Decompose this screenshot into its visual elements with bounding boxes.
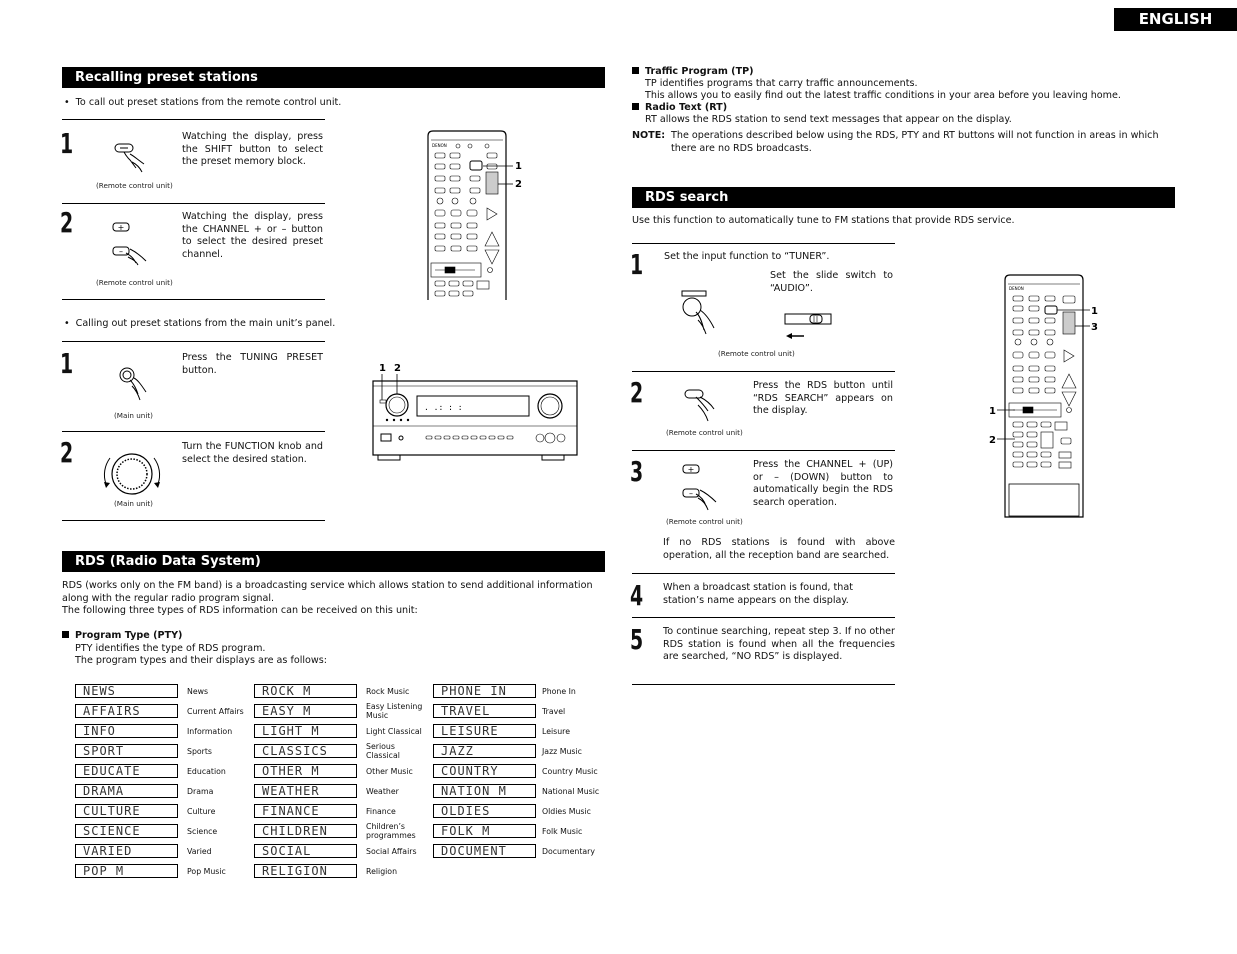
press-finger-icon <box>114 142 154 174</box>
rds-search-title: RDS search <box>632 187 1175 208</box>
pty-display-code: WEATHER <box>254 784 357 798</box>
remote-brand: DENON <box>432 143 447 148</box>
pty-program-label: National Music <box>542 787 600 796</box>
callout-label: 2 <box>515 179 522 190</box>
pty-program-label: Travel <box>542 707 566 716</box>
recall-step-text: Watching the display, press the CHANNEL + or – button to select the desired preset channel. <box>182 211 323 260</box>
pty-program-label: Oldies Music <box>542 807 591 816</box>
pty-display-code: CLASSICS <box>254 744 357 758</box>
pty-program-label: Drama <box>187 787 214 796</box>
callout-label: 1 <box>515 161 522 172</box>
svg-text:. .: : :: . .: : : <box>424 403 463 412</box>
search-step-number: 1 <box>630 248 644 281</box>
tp-line-2: This allows you to easily find out the latest traffic conditions in your area before you leaving home. <box>645 90 1121 101</box>
pty-display-code: CULTURE <box>75 804 178 818</box>
note-text: The operations described below using the RDS, PTY and RT buttons will not function in areas in which there are no RDS broadcasts. <box>671 130 1159 154</box>
remote-control-illustration <box>425 128 535 303</box>
pty-program-label: Jazz Music <box>542 747 582 756</box>
search-step-1-text: Set the input function to “TUNER”. <box>664 251 830 262</box>
pty-program-label: Information <box>187 727 233 736</box>
pty-line-1: PTY identifies the type of RDS program. <box>75 643 266 654</box>
svg-text:–: – <box>689 489 693 498</box>
search-step-3-note: If no RDS stations is found with above operation, all the reception band are searched. <box>663 537 895 561</box>
recall-step-number: 1 <box>60 127 74 160</box>
pty-program-label: News <box>187 687 209 696</box>
pty-display-code: CHILDREN <box>254 824 357 838</box>
search-step-1-switch-text: Set the slide switch to “AUDIO”. <box>770 270 893 294</box>
pty-program-label: Religion <box>366 867 398 876</box>
pty-program-label: Children’s programmes <box>366 822 416 840</box>
search-step-4-text: When a broadcast station is found, that station’s name appears on the display. <box>663 582 854 606</box>
tp-line-1: TP identifies programs that carry traffic announcements. <box>645 78 918 89</box>
slide-switch-icon <box>784 312 836 342</box>
pty-display-code: FOLK M <box>433 824 536 838</box>
rds-intro: RDS (works only on the FM band) is a broadcasting service which allows station to send additional information along with the regular radio program signal. <box>62 580 593 604</box>
pty-display-code: EDUCATE <box>75 764 178 778</box>
input-function-button-icon <box>680 290 722 336</box>
recall-section-title: Recalling preset stations <box>62 67 605 88</box>
callout-label: 2 <box>989 435 996 446</box>
pty-program-label: Finance <box>366 807 396 816</box>
pty-display-code: SCIENCE <box>75 824 178 838</box>
pty-program-label: Folk Music <box>542 827 583 836</box>
recall-main-bullet: • Calling out preset stations from the main unit’s panel. <box>64 318 335 331</box>
rt-title: Radio Text (RT) <box>645 102 728 113</box>
language-tab: ENGLISH <box>1114 8 1237 31</box>
tp-title: Traffic Program (TP) <box>645 66 754 77</box>
pty-display-code: POP M <box>75 864 178 878</box>
pty-program-label: Country Music <box>542 767 598 776</box>
pty-display-code: RELIGION <box>254 864 357 878</box>
pty-display-code: JAZZ <box>433 744 536 758</box>
recall-step-caption: (Remote control unit) <box>96 278 173 287</box>
tp-heading <box>632 66 754 79</box>
pty-display-code: LEISURE <box>433 724 536 738</box>
svg-text:+: + <box>687 465 695 474</box>
pty-display-code: TRAVEL <box>433 704 536 718</box>
pty-program-label: Culture <box>187 807 216 816</box>
rds-intro-2: The following three types of RDS information can be received on this unit: <box>62 605 418 616</box>
pty-display-code: SPORT <box>75 744 178 758</box>
search-step-5-text: To continue searching, repeat step 3. If no other RDS station is found when all the frequencies are searched, “NO RDS” is displayed. <box>663 626 895 662</box>
pty-display-code: OLDIES <box>433 804 536 818</box>
pty-display-code: PHONE IN <box>433 684 536 698</box>
rds-search-intro: Use this function to automatically tune to FM stations that provide RDS service. <box>632 215 1015 226</box>
main-unit-illustration <box>370 360 580 465</box>
pty-display-code: INFO <box>75 724 178 738</box>
pty-display-code: NEWS <box>75 684 178 698</box>
pty-program-label: Serious Classical <box>366 742 400 760</box>
search-caption: (Remote control unit) <box>666 517 743 526</box>
recall-step-text: Watching the display, press the SHIFT button to select the preset memory block. <box>182 131 323 167</box>
remote-brand: DENON <box>1009 286 1024 291</box>
callout-label: 3 <box>1091 322 1098 333</box>
pty-program-label: Phone In <box>542 687 576 696</box>
pty-program-label: Documentary <box>542 847 595 856</box>
pty-display-code: VARIED <box>75 844 178 858</box>
pty-program-label: Leisure <box>542 727 571 736</box>
pty-program-label: Easy Listening Music <box>366 702 423 720</box>
recall-step-caption: (Remote control unit) <box>96 181 173 190</box>
recall-step-text: Turn the FUNCTION knob and select the desired station. <box>182 441 323 465</box>
pty-heading <box>62 630 182 643</box>
pty-display-code: ROCK M <box>254 684 357 698</box>
pty-display-code: NATION M <box>433 784 536 798</box>
recall-step-caption: (Main unit) <box>114 499 153 508</box>
callout-label: 1 <box>1091 306 1098 317</box>
pty-display-code: DOCUMENT <box>433 844 536 858</box>
recall-step-text: Press the TUNING PRESET button. <box>182 352 323 376</box>
pty-display-code: EASY M <box>254 704 357 718</box>
pty-program-label: Education <box>187 767 226 776</box>
search-caption: (Remote control unit) <box>666 428 743 437</box>
function-knob-icon <box>100 448 166 500</box>
pty-program-label: Social Affairs <box>366 847 417 856</box>
recall-step-caption: (Main unit) <box>114 411 153 420</box>
recall-step-number: 2 <box>60 436 74 469</box>
search-caption: (Remote control unit) <box>718 349 795 358</box>
pty-program-label: Other Music <box>366 767 413 776</box>
pty-display-code: COUNTRY <box>433 764 536 778</box>
svg-text:+: + <box>117 223 125 232</box>
rt-line-1: RT allows the RDS station to send text messages that appear on the display. <box>645 114 1012 125</box>
pty-display-code: OTHER M <box>254 764 357 778</box>
pty-display-code: LIGHT M <box>254 724 357 738</box>
pty-line-2: The program types and their displays are as follows: <box>75 655 328 666</box>
pty-display-code: DRAMA <box>75 784 178 798</box>
recall-remote-bullet: • To call out preset stations from the remote control unit. <box>64 97 341 110</box>
search-step-number: 2 <box>630 376 644 409</box>
callout-label: 2 <box>394 363 401 374</box>
channel-button-icon <box>112 221 156 265</box>
pty-display-code: SOCIAL <box>254 844 357 858</box>
search-step-2-text: Press the RDS button until “RDS SEARCH” appears on the display. <box>753 380 893 416</box>
search-step-3-text: Press the CHANNEL + (UP) or – (DOWN) button to automatically begin the RDS search operation. <box>753 459 893 508</box>
search-step-number: 4 <box>630 579 644 612</box>
pty-program-label: Rock Music <box>366 687 410 696</box>
recall-step-number: 1 <box>60 347 74 380</box>
pty-display-code: AFFAIRS <box>75 704 178 718</box>
rds-button-icon <box>684 389 724 423</box>
search-step-number: 3 <box>630 455 644 488</box>
recall-step-number: 2 <box>60 206 74 239</box>
pty-program-label: Varied <box>187 847 212 856</box>
pty-program-label: Science <box>187 827 218 836</box>
pty-program-label: Pop Music <box>187 867 226 876</box>
pty-program-label: Sports <box>187 747 212 756</box>
pty-program-label: Weather <box>366 787 399 796</box>
rt-heading <box>632 102 727 115</box>
pty-program-label: Light Classical <box>366 727 422 736</box>
channel-button-icon <box>682 464 726 510</box>
remote-control-illustration <box>985 272 1105 520</box>
pty-program-label: Current Affairs <box>187 707 244 716</box>
pty-title: Program Type (PTY) <box>75 630 183 641</box>
note-label: NOTE: <box>632 130 666 141</box>
callout-label: 1 <box>379 363 386 374</box>
pty-display-code: FINANCE <box>254 804 357 818</box>
tuning-preset-button-icon <box>118 366 154 402</box>
rds-section-title: RDS (Radio Data System) <box>62 551 605 572</box>
search-step-number: 5 <box>630 623 644 656</box>
callout-label: 1 <box>989 406 996 417</box>
svg-text:–: – <box>119 247 123 256</box>
